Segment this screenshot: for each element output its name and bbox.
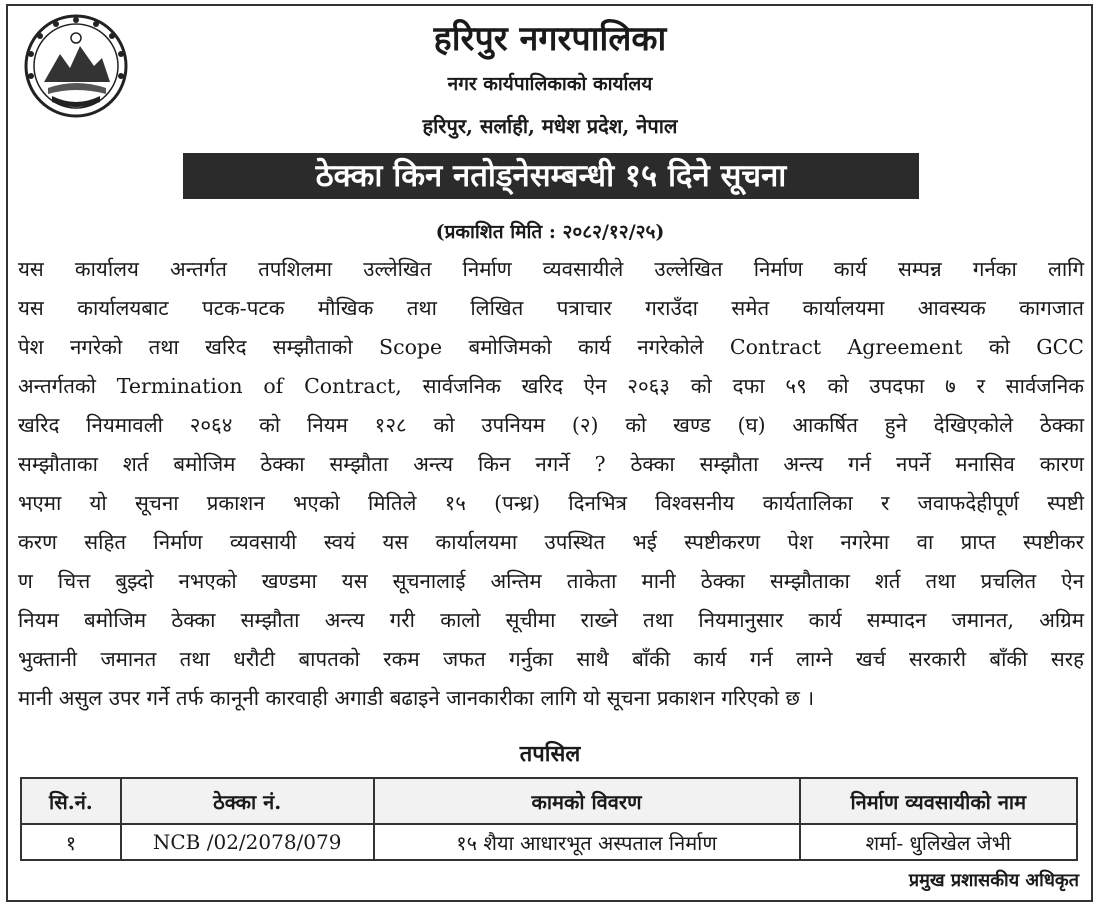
col-header-work-description: कामको विवरण [374, 778, 800, 824]
col-header-contract-no: ठेक्का नं. [121, 778, 374, 824]
body-line: भएमा यो सूचना प्रकाशन भएको मितिले १५ (पन्ध्र) दिनभित्र विश्वसनीय कार्यतालिका र जवाफदेहीपूर्ण स्पष्टी [18, 491, 1084, 515]
col-header-contractor-name: निर्माण व्यवसायीको नाम [800, 778, 1077, 824]
notice-body [18, 250, 1084, 718]
body-line: खरिद नियमावली २०६४ को नियम १२८ को उपनियम (२) को खण्ड (घ) आकर्षित हुने देखिएकोले ठेक्का [18, 413, 1084, 437]
body-line: भुक्तानी जमानत तथा धरौटी बापतको रकम जफत गर्नुका साथै बाँकी कार्य गर्न लाग्ने खर्च सरकारी बाँकी सरह [18, 647, 1084, 671]
details-title: तपसिल [519, 741, 581, 767]
municipality-title: हरिपुर नगरपालिका [433, 19, 667, 59]
signing-authority: प्रमुख प्रशासकीय अधिकृत [908, 870, 1079, 891]
notice-heading-banner: ठेक्का किन नतोड्नेसम्बन्धी १५ दिने सूचना [183, 153, 919, 199]
municipality-emblem-icon [22, 12, 130, 120]
body-line: नियम बमोजिम ठेक्का सम्झौता अन्त्य गरी कालो सूचीमा राख्ने तथा नियमानुसार कार्य सम्पादन जमानत, अग्रिम [18, 608, 1084, 632]
table-header-row [21, 778, 1077, 824]
cell-serial: १ [21, 824, 121, 860]
body-line: पेश नगरेको तथा खरिद सम्झौताको Scope बमोजिमको कार्य नगरेकोले Contract Agreement को GCC [18, 335, 1084, 359]
office-address: हरिपुर, सर्लाही, मधेश प्रदेश, नेपाल [422, 114, 678, 138]
body-line: यस कार्यालयबाट पटक-पटक मौखिक तथा लिखित पत्राचार गराउँदा समेत कार्यालयमा आवस्यक कागजात [18, 296, 1084, 320]
body-line: करण सहित निर्माण व्यवसायी स्वयं यस कार्यालयमा उपस्थित भई स्पष्टीकरण पेश नगरेमा वा प्राप्त स्पष्टीकर [18, 530, 1084, 554]
body-line: यस कार्यालय अन्तर्गत तपशिलमा उल्लेखित निर्माण व्यवसायीले उल्लेखित निर्माण कार्य सम्पन्न गर्नका लागि [18, 257, 1084, 281]
body-line: मानी असुल उपर गर्ने तर्फ कानूनी कारवाही अगाडी बढाइने जानकारीका लागि यो सूचना प्रकाशन गरिएको छ । [18, 686, 815, 710]
cell-contractor-name: शर्मा- धुलिखेल जेभी [800, 824, 1077, 860]
cell-contract-no: NCB /02/2078/079 [121, 824, 374, 860]
table-row [21, 824, 1077, 860]
col-header-serial: सि.नं. [21, 778, 121, 824]
body-line: अन्तर्गतको Termination of Contract, सार्वजनिक खरिद ऐन २०६३ को दफा ५९ को उपदफा ७ र सार्वजनिक [18, 374, 1084, 398]
office-name: नगर कार्यपालिकाको कार्यालय [447, 73, 653, 95]
cell-work-description: १५ शैया आधारभूत अस्पताल निर्माण [374, 824, 800, 860]
published-date: (प्रकाशित मिति : २०८२/१२/२५) [435, 221, 665, 243]
body-line: सम्झौताका शर्त बमोजिम ठेक्का सम्झौता अन्त्य किन नगर्ने ? ठेक्का सम्झौता अन्त्य गर्न नपर्ने मनासिव कारण [18, 452, 1084, 476]
details-table [20, 777, 1078, 861]
body-line: ण चित्त बुझ्दो नभएको खण्डमा यस सूचनालाई अन्तिम ताकेता मानी ठेक्का सम्झौताका शर्त तथा प्रचलित ऐन [18, 569, 1084, 593]
